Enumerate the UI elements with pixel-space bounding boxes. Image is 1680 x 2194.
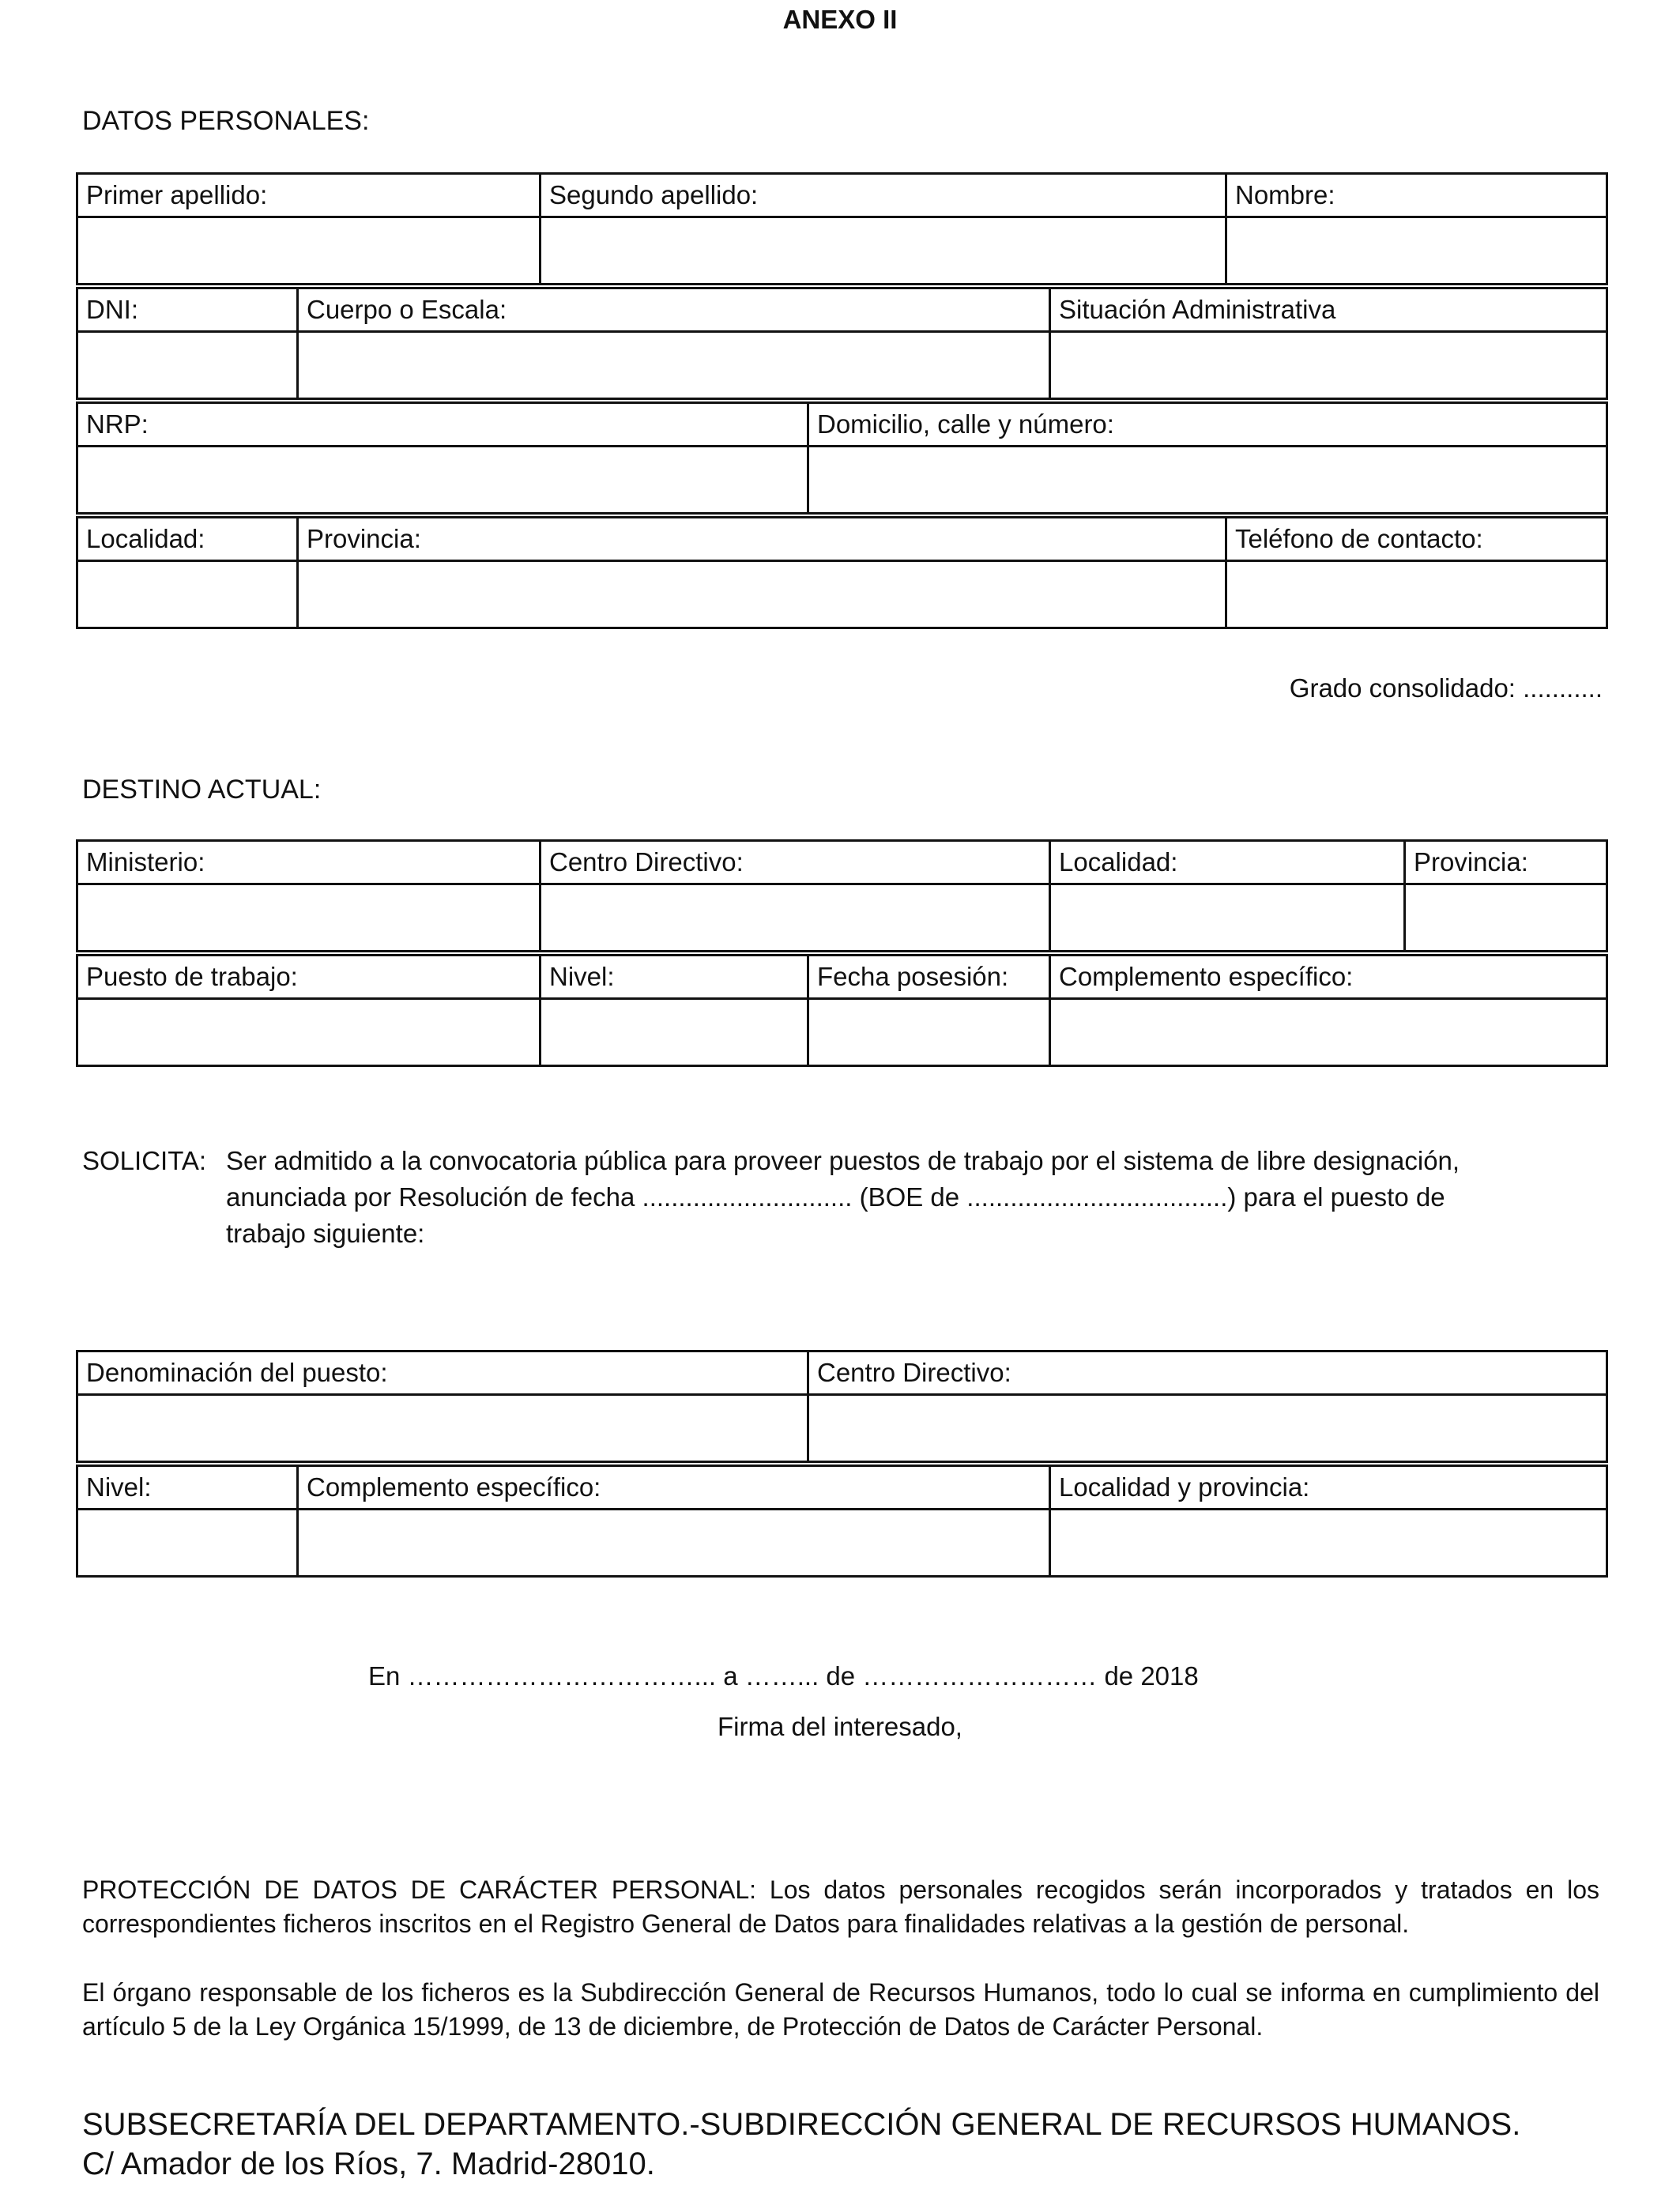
dni-label: DNI: [77, 288, 298, 332]
provincia-field[interactable] [298, 561, 1226, 628]
destino-actual-row2 [76, 954, 1608, 1067]
ministerio-label: Ministerio: [77, 841, 541, 884]
proteccion-datos-paragraph-2: El órgano responsable de los ficheros es la Subdirección General de Recursos Humanos, todo lo cual se informa en cumplimiento del artículo 5 de la Ley Orgánica 15/1999, de 13 de diciembre, de Protección de Datos de Carácter Personal. [82, 1978, 1599, 2041]
puesto-solicitado-row2 [76, 1465, 1608, 1578]
segundo-apellido-field[interactable] [541, 217, 1226, 285]
nombre-field[interactable] [1226, 217, 1607, 285]
primer-apellido-field[interactable] [77, 217, 541, 285]
solicita-label: SOLICITA: [82, 1146, 207, 1175]
provincia-label: Provincia: [298, 518, 1226, 561]
solicita-line-2: anunciada por Resolución de fecha ............................. (BOE de ....................................) para el puesto de [226, 1182, 1445, 1212]
centro-directivo-label: Centro Directivo: [541, 841, 1050, 884]
dni-field[interactable] [77, 332, 298, 399]
puesto-solicitado-row1 [76, 1350, 1608, 1463]
cuerpo-escala-label: Cuerpo o Escala: [298, 288, 1050, 332]
puesto-trabajo-field[interactable] [77, 999, 541, 1066]
localidad-provincia-label: Localidad y provincia: [1050, 1466, 1607, 1510]
nrp-label: NRP: [77, 403, 808, 447]
centro-directivo-field[interactable] [541, 884, 1050, 952]
footer-address: C/ Amador de los Ríos, 7. Madrid-28010. [82, 2147, 655, 2181]
nrp-field[interactable] [77, 447, 808, 514]
destino-localidad-field[interactable] [1050, 884, 1405, 952]
telefono-field[interactable] [1226, 561, 1607, 628]
complemento-especifico-field[interactable] [1050, 999, 1607, 1066]
situacion-label: Situación Administrativa [1050, 288, 1607, 332]
page-title: ANEXO II [782, 5, 898, 34]
datos-personales-heading: DATOS PERSONALES: [82, 106, 370, 136]
domicilio-label: Domicilio, calle y número: [808, 403, 1607, 447]
solicitado-nivel-field[interactable] [77, 1510, 298, 1577]
ministerio-field[interactable] [77, 884, 541, 952]
primer-apellido-label: Primer apellido: [77, 174, 541, 217]
destino-localidad-label: Localidad: [1050, 841, 1405, 884]
localidad-provincia-field[interactable] [1050, 1510, 1607, 1577]
destino-actual-row1 [76, 839, 1608, 952]
destino-actual-heading: DESTINO ACTUAL: [82, 775, 322, 805]
solicitado-centro-directivo-field[interactable] [808, 1395, 1607, 1462]
puesto-trabajo-label: Puesto de trabajo: [77, 956, 541, 999]
solicitado-nivel-label: Nivel: [77, 1466, 298, 1510]
fecha-line: En ……………………………... a ……... de ……………………… de 2018 [368, 1661, 1199, 1691]
datos-personales-row1 [76, 172, 1608, 285]
denominacion-puesto-field[interactable] [77, 1395, 808, 1462]
cuerpo-escala-field[interactable] [298, 332, 1050, 399]
nombre-label: Nombre: [1226, 174, 1607, 217]
datos-personales-row2 [76, 287, 1608, 400]
telefono-label: Teléfono de contacto: [1226, 518, 1607, 561]
solicita-line-3: trabajo siguiente: [226, 1219, 425, 1248]
nivel-field[interactable] [541, 999, 808, 1066]
localidad-field[interactable] [77, 561, 298, 628]
solicitado-centro-directivo-label: Centro Directivo: [808, 1351, 1607, 1395]
situacion-field[interactable] [1050, 332, 1607, 399]
grado-consolidado: Grado consolidado: ........... [1289, 673, 1603, 703]
destino-provincia-field[interactable] [1405, 884, 1607, 952]
datos-personales-row3 [76, 401, 1608, 515]
solicitado-complemento-label: Complemento específico: [298, 1466, 1050, 1510]
datos-personales-row4 [76, 516, 1608, 629]
footer-department: SUBSECRETARÍA DEL DEPARTAMENTO.-SUBDIRECCIÓN GENERAL DE RECURSOS HUMANOS. [82, 2107, 1521, 2142]
destino-provincia-label: Provincia: [1405, 841, 1607, 884]
denominacion-puesto-label: Denominación del puesto: [77, 1351, 808, 1395]
fecha-posesion-field[interactable] [808, 999, 1050, 1066]
nivel-label: Nivel: [541, 956, 808, 999]
proteccion-datos-paragraph-1: PROTECCIÓN DE DATOS DE CARÁCTER PERSONAL: Los datos personales recogidos serán incorporados y tratados en los correspondientes ficheros inscritos en el Registro General de Datos para finalidades relativas a la gestión de personal. [82, 1875, 1599, 1938]
solicita-block [82, 1143, 1615, 1252]
complemento-especifico-label: Complemento específico: [1050, 956, 1607, 999]
solicita-line-1: Ser admitido a la convocatoria pública para proveer puestos de trabajo por el sistema de libre designación, [226, 1146, 1460, 1175]
solicitado-complemento-field[interactable] [298, 1510, 1050, 1577]
fecha-posesion-label: Fecha posesión: [808, 956, 1050, 999]
domicilio-field[interactable] [808, 447, 1607, 514]
localidad-label: Localidad: [77, 518, 298, 561]
firma-interesado: Firma del interesado, [718, 1712, 962, 1741]
segundo-apellido-label: Segundo apellido: [541, 174, 1226, 217]
